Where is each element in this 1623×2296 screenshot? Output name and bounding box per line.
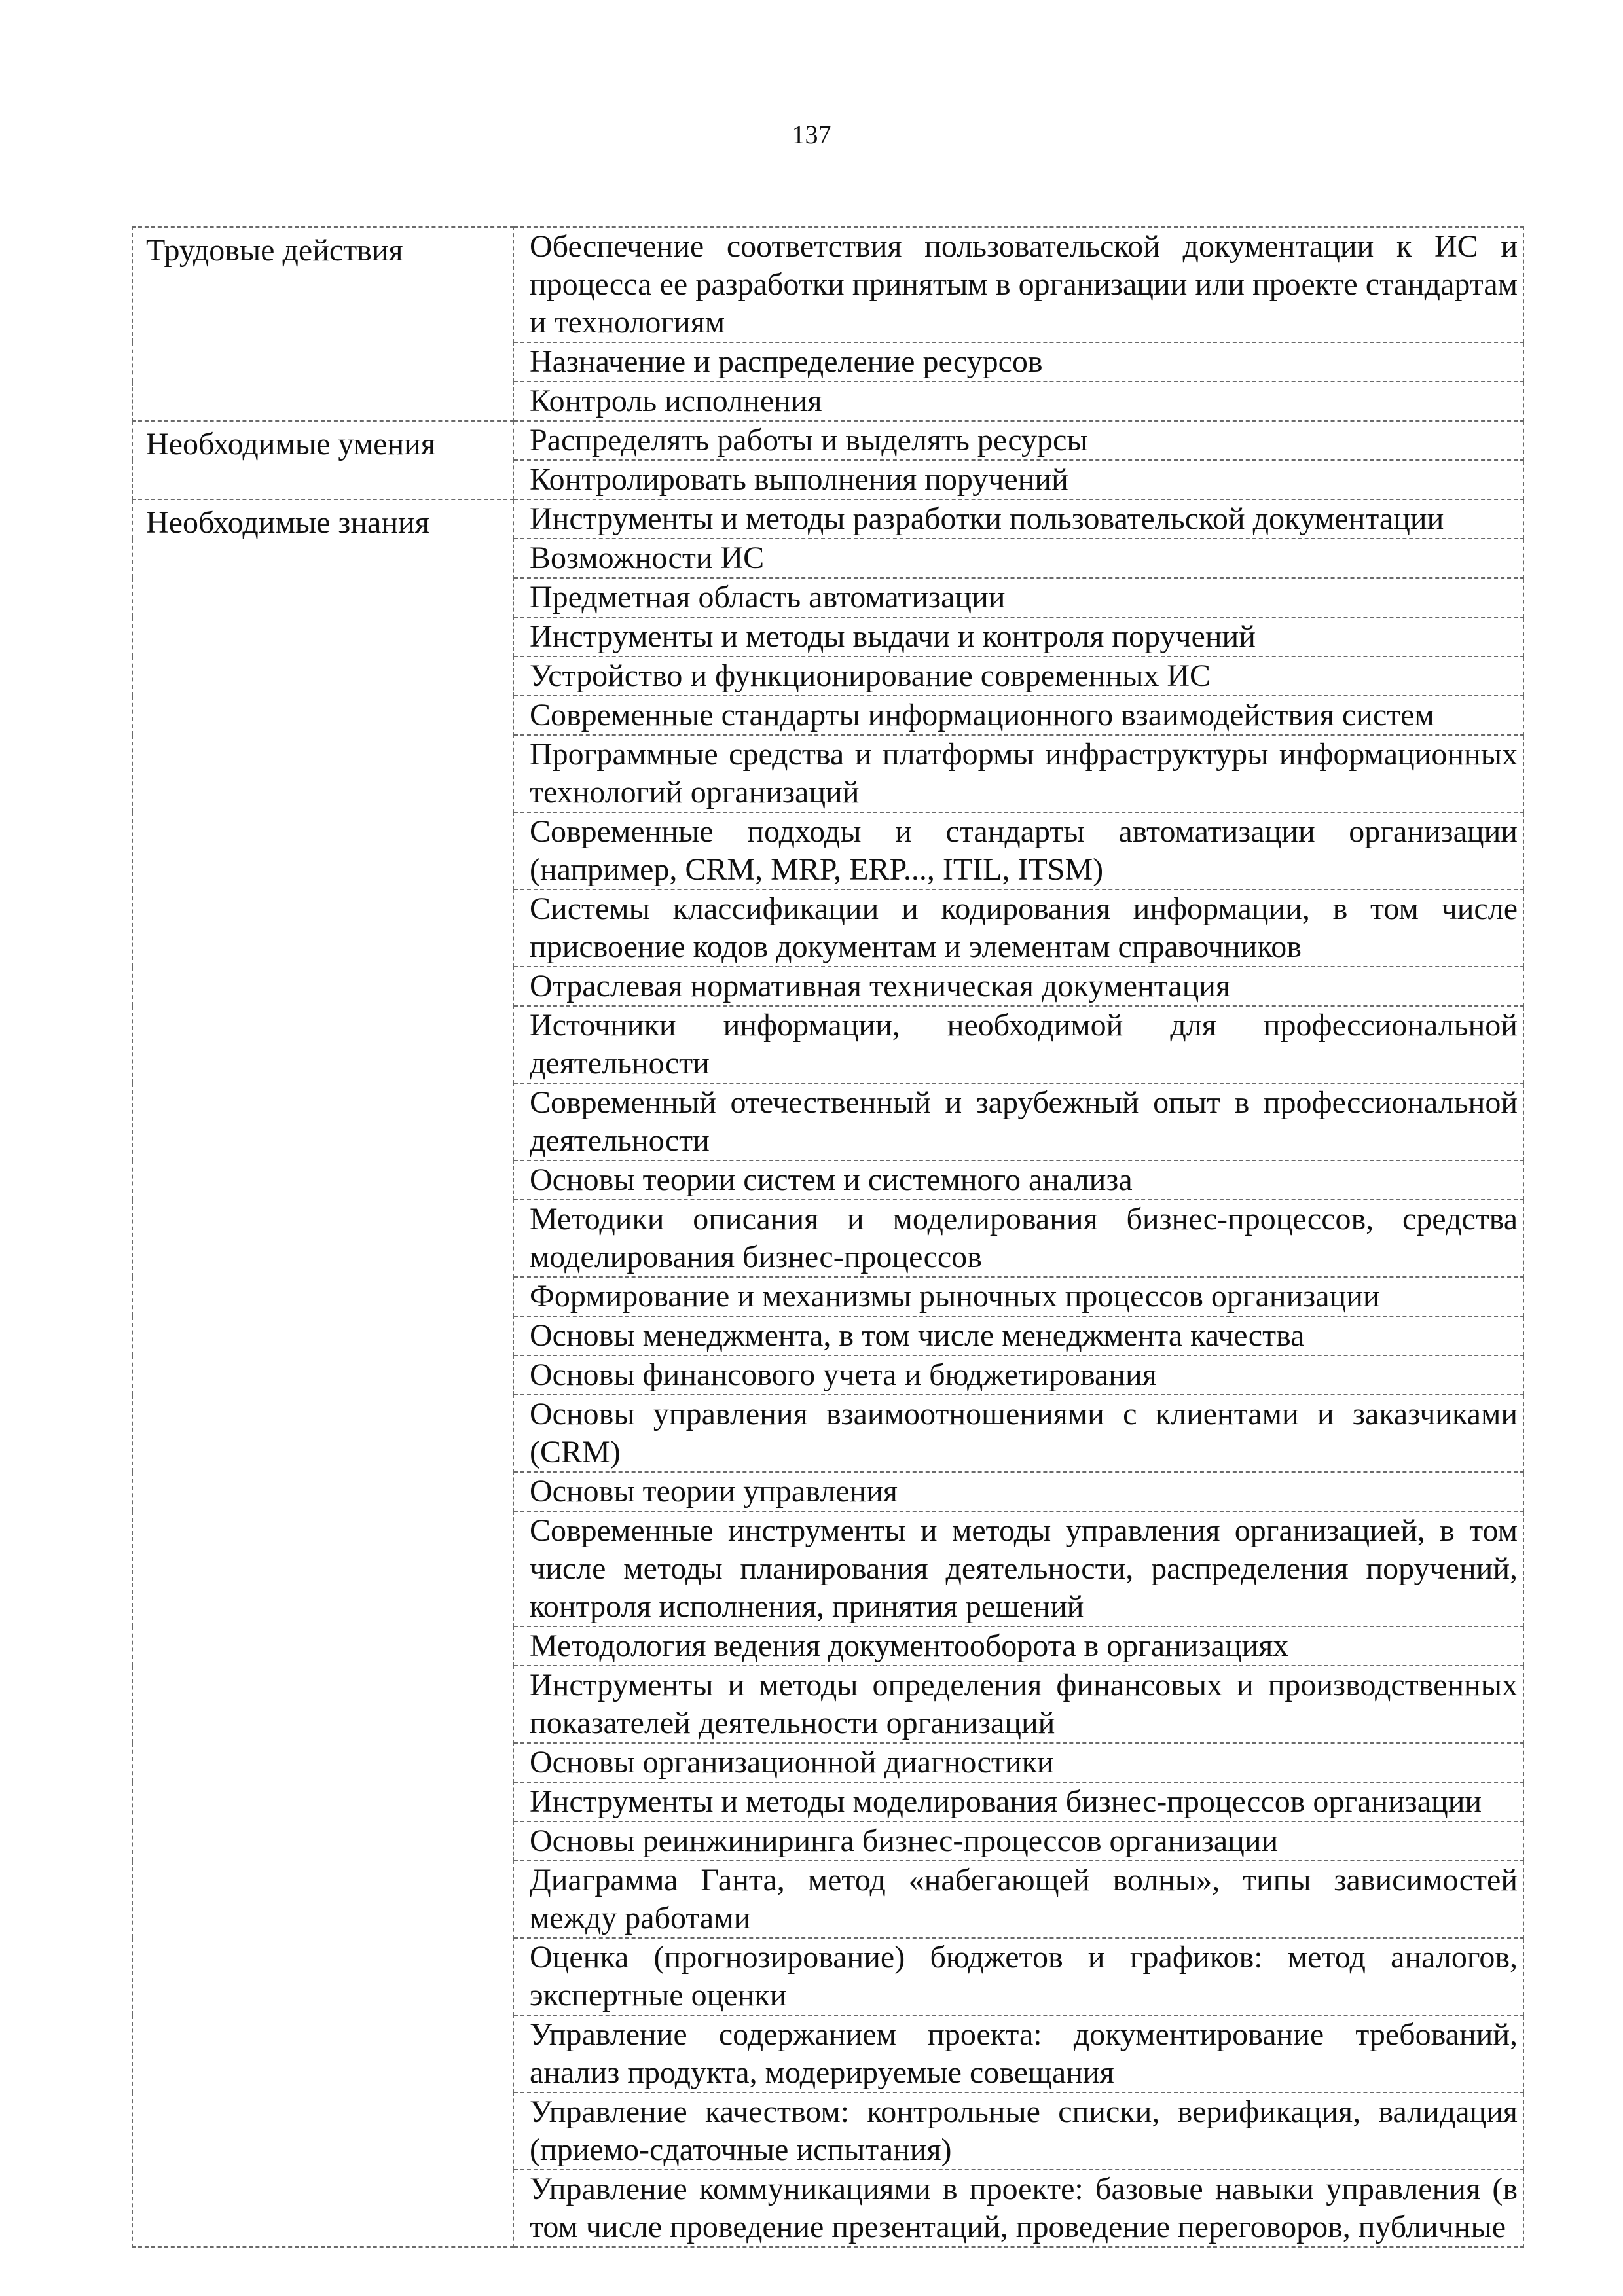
requirement-item xyxy=(513,1200,1523,1277)
requirement-text: Диаграмма Ганта, метод «набегающей волны», типы зависимостей между работами xyxy=(530,1863,1518,1935)
requirement-text: Распределять работы и выделять ресурсы xyxy=(530,423,1088,457)
requirement-text: Основы управления взаимоотношениями с клиентами и заказчиками (CRM) xyxy=(530,1397,1518,1469)
requirement-item xyxy=(513,1666,1523,1743)
requirement-text: Современные инструменты и методы управления организацией, в том числе методы планирования деятельности, распределения поручений, контроля исполнения, принятия решений xyxy=(530,1513,1518,1624)
requirement-item xyxy=(513,617,1523,656)
requirement-item xyxy=(513,1395,1523,1472)
requirement-item xyxy=(513,578,1523,617)
requirement-item xyxy=(513,2015,1523,2092)
requirement-item xyxy=(513,1743,1523,1782)
requirement-item xyxy=(513,735,1523,812)
requirement-text: Современные подходы и стандарты автоматизации организации (например, CRM, MRP, ERP..., ITIL, ITSM) xyxy=(530,814,1518,887)
requirement-text: Системы классификации и кодирования информации, в том числе присвоение кодов документам и элементам справочников xyxy=(530,891,1518,964)
section-label: Необходимые умения xyxy=(132,421,513,499)
requirement-item xyxy=(513,1861,1523,1938)
requirement-text: Управление содержанием проекта: документирование требований, анализ продукта, модерируемые совещания xyxy=(530,2017,1518,2090)
section-label: Трудовые действия xyxy=(132,227,513,421)
requirement-item xyxy=(513,2092,1523,2170)
requirement-text: Основы реинжиниринга бизнес-процессов организации xyxy=(530,1823,1279,1858)
requirement-text: Предметная область автоматизации xyxy=(530,580,1006,615)
requirement-text: Методики описания и моделирования бизнес-процессов, средства моделирования бизнес-процессов xyxy=(530,1202,1518,1274)
requirement-item xyxy=(513,460,1523,499)
table-row xyxy=(132,421,1523,460)
competency-table xyxy=(132,226,1524,2248)
requirement-item xyxy=(513,1938,1523,2015)
page-number: 137 xyxy=(792,120,831,149)
requirement-item xyxy=(513,812,1523,889)
requirement-text: Основы теории управления xyxy=(530,1474,898,1509)
requirement-item xyxy=(513,1511,1523,1626)
requirement-item xyxy=(513,696,1523,735)
requirement-item xyxy=(513,227,1523,342)
requirement-text: Основы теории систем и системного анализа xyxy=(530,1162,1133,1197)
requirement-item xyxy=(513,1782,1523,1821)
requirement-item xyxy=(513,889,1523,967)
requirement-text: Обеспечение соответствия пользовательской документации к ИС и процесса ее разработки принятым в организации или проекте стандартам и технологиям xyxy=(530,229,1518,340)
requirement-text: Управление коммуникациями в проекте: базовые навыки управления (в том числе проведение презентаций, проведение переговоров, публичные xyxy=(530,2172,1518,2244)
requirement-text: Устройство и функционирование современных ИС xyxy=(530,658,1211,693)
requirement-text: Методология ведения документооборота в организациях xyxy=(530,1628,1289,1663)
requirement-text: Основы организационной диагностики xyxy=(530,1745,1054,1780)
requirement-text: Инструменты и методы выдачи и контроля поручений xyxy=(530,619,1256,654)
requirement-item xyxy=(513,967,1523,1006)
requirement-text: Отраслевая нормативная техническая документация xyxy=(530,969,1231,1003)
requirement-text: Основы менеджмента, в том числе менеджмента качества xyxy=(530,1318,1305,1353)
requirement-text: Программные средства и платформы инфраструктуры информационных технологий организаций xyxy=(530,737,1518,810)
requirement-text: Инструменты и методы определения финансовых и производственных показателей деятельности организаций xyxy=(530,1668,1518,1740)
requirement-item xyxy=(513,1626,1523,1666)
requirement-item xyxy=(513,656,1523,696)
requirement-item xyxy=(513,1083,1523,1160)
section-label: Необходимые знания xyxy=(132,499,513,2247)
requirement-text: Основы финансового учета и бюджетирования xyxy=(530,1357,1157,1392)
table-row xyxy=(132,499,1523,539)
requirement-item xyxy=(513,1821,1523,1861)
requirement-item xyxy=(513,382,1523,421)
requirement-item xyxy=(513,1277,1523,1316)
requirement-text: Современный отечественный и зарубежный опыт в профессиональной деятельности xyxy=(530,1085,1518,1158)
requirement-text: Инструменты и методы разработки пользовательской документации xyxy=(530,501,1444,536)
requirement-item xyxy=(513,1316,1523,1355)
requirement-text: Контролировать выполнения поручений xyxy=(530,462,1068,497)
requirement-item xyxy=(513,421,1523,460)
requirement-text: Контроль исполнения xyxy=(530,384,822,418)
requirement-text: Современные стандарты информационного взаимодействия систем xyxy=(530,698,1434,732)
requirement-item xyxy=(513,1006,1523,1083)
requirement-text: Источники информации, необходимой для профессиональной деятельности xyxy=(530,1008,1518,1081)
requirement-item xyxy=(513,499,1523,539)
requirement-text: Назначение и распределение ресурсов xyxy=(530,344,1043,379)
requirement-item xyxy=(513,2170,1523,2247)
requirement-item xyxy=(513,1472,1523,1511)
table-row xyxy=(132,227,1523,342)
requirement-text: Инструменты и методы моделирования бизнес-процессов организации xyxy=(530,1784,1482,1819)
requirement-item xyxy=(513,342,1523,382)
table-body xyxy=(132,227,1523,2247)
requirement-text: Оценка (прогнозирование) бюджетов и графиков: метод аналогов, экспертные оценки xyxy=(530,1940,1518,2013)
requirement-item xyxy=(513,1160,1523,1200)
requirement-item xyxy=(513,539,1523,578)
requirement-text: Формирование и механизмы рыночных процессов организации xyxy=(530,1279,1380,1314)
requirement-item xyxy=(513,1355,1523,1395)
requirement-text: Управление качеством: контрольные списки, верификация, валидация (приемо-сдаточные испытания) xyxy=(530,2094,1518,2167)
requirement-text: Возможности ИС xyxy=(530,541,765,575)
